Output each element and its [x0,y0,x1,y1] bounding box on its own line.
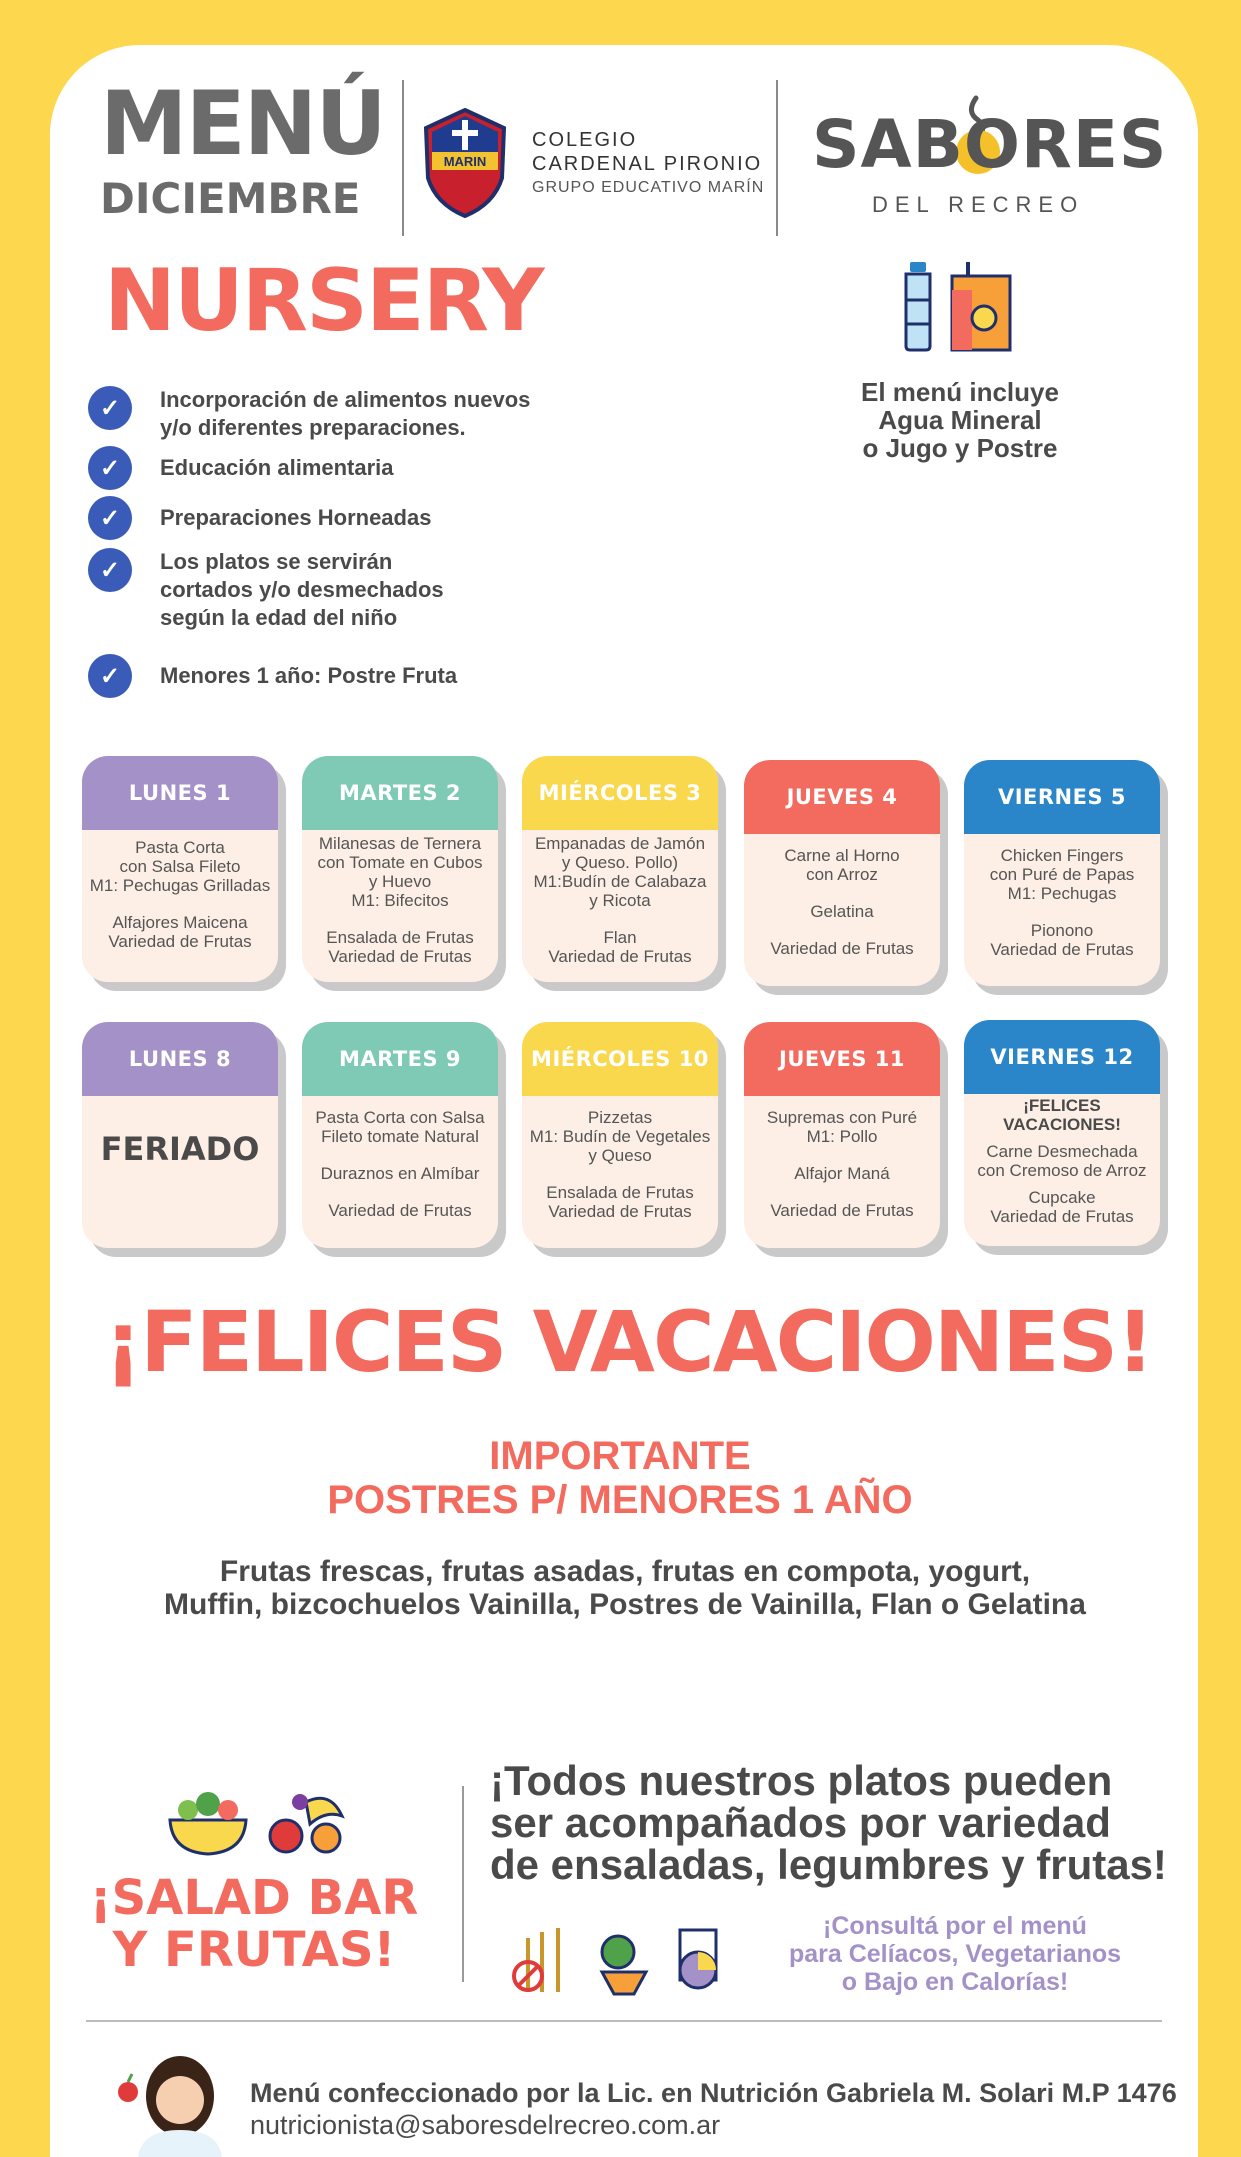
day-dessert: Cupcake Variedad de Frutas [990,1188,1134,1226]
day-label: VIERNES 5 [964,760,1160,834]
credit-text: Menú confeccionado por la Lic. en Nutrición Gabriela M. Solari M.P 1476 [250,2078,1177,2108]
day-main-dish: Supremas con Puré M1: Pollo [766,1108,918,1146]
day-fruit: Variedad de Frutas [770,939,914,958]
day-label: MARTES 9 [302,1022,498,1096]
day-label: VIERNES 12 [964,1020,1160,1094]
day-dessert: Flan Variedad de Frutas [548,928,692,966]
side-dishes-note: ¡Todos nuestros platos pueden ser acompañados por variedad de ensaladas, legumbres y frutas! [490,1757,1167,1888]
day-label: MIÉRCOLES 3 [522,756,718,830]
menu-title: MENÚ [100,72,385,175]
feature-text: Los platos se servirán cortados y/o desmechados según la edad del niño [160,549,444,630]
day-label: JUEVES 11 [744,1022,940,1096]
contact-email[interactable]: nutricionista@saboresdelrecreo.com.ar [250,2110,721,2140]
day-card [964,1020,1160,1246]
diet-icons [506,1922,726,1998]
low-calorie-icon [680,1930,716,1988]
day-card [302,1022,498,1248]
section-divider [462,1786,464,1982]
vacation-banner: ¡FELICES VACACIONES! [104,1293,1153,1391]
day-label: LUNES 8 [82,1022,278,1096]
feature-text: Educación alimentaria [160,455,394,480]
day-label: JUEVES 4 [744,760,940,834]
desserts-list: Frutas frescas, frutas asadas, frutas en compota, yogurt, Muffin, bizcochuelos Vainilla, Postres de Vainilla, Flan o Gelatina [164,1555,1086,1621]
brand-name: SABORES [812,106,1168,183]
gluten-free-icon [514,1928,558,1992]
day-card [522,756,718,982]
feature-text: Menores 1 año: Postre Fruta [160,663,458,688]
day-main-dish: Carne al Horno con Arroz [784,846,900,884]
feature-item [88,548,444,632]
day-dessert: Alfajor Maná [794,1164,890,1183]
school-name [532,128,764,200]
school-badge-text: MARIN [443,154,487,169]
brand-tagline: DEL RECREO [872,192,1085,217]
month-title: DICIEMBRE [100,174,361,223]
feature-item [88,446,394,490]
check-circle-icon: ✓ [88,386,132,430]
feature-text: Incorporación de alimentos nuevos y/o diferentes preparaciones. [160,387,531,440]
feature-item [88,386,530,442]
day-main-dish: Empanadas de Jamón y Queso. Pollo) M1:Budín de Calabaza y Ricota [533,834,707,910]
day-dessert: Alfajores Maicena Variedad de Frutas [108,913,252,951]
day-main-dish: Pasta Corta con Salsa Fileto M1: Pechugas Grilladas [89,838,271,895]
feature-item [88,654,457,698]
menu-includes-note: El menú incluye Agua Mineral o Jugo y Postre [861,377,1059,463]
day-dessert: Gelatina [810,902,874,921]
section-title: NURSERY [104,251,543,351]
day-card [82,1022,278,1248]
vegetarian-icon [602,1936,646,1994]
day-main-dish: Chicken Fingers con Puré de Papas M1: Pechugas [989,846,1135,903]
day-note: ¡FELICES VACACIONES! [1003,1096,1121,1134]
feature-text: Preparaciones Horneadas [160,505,432,530]
check-circle-icon: ✓ [88,548,132,592]
school-line-2: CARDENAL PIRONIO [532,153,763,175]
school-line-3: GRUPO EDUCATIVO MARÍN [532,179,765,196]
salad-fruits-icon [166,1780,356,1860]
header-divider-2 [776,80,778,236]
school-crest-icon [424,108,506,218]
water-juice-icon [900,260,1020,352]
day-dessert: Ensalada de Frutas Variedad de Frutas [326,928,474,966]
day-main-dish: Milanesas de Ternera con Tomate en Cubos y Huevo M1: Bifecitos [317,834,483,910]
day-dessert: Pionono Variedad de Frutas [990,921,1134,959]
day-label: MIÉRCOLES 10 [522,1022,718,1096]
day-label: LUNES 1 [82,756,278,830]
day-main-dish: Pizzetas M1: Budín de Vegetales y Queso [529,1108,711,1165]
day-dessert: Ensalada de Frutas Variedad de Frutas [546,1183,694,1221]
nutritionist-avatar-icon [108,2050,226,2157]
day-card [302,756,498,982]
day-card [82,756,278,982]
special-diets-note: ¡Consultá por el menú para Celíacos, Vegetarianos o Bajo en Calorías! [788,1912,1122,1996]
day-main-dish: Carne Desmechada con Cremoso de Arroz [977,1142,1147,1180]
day-card [964,760,1160,986]
day-fruit: Variedad de Frutas [328,1201,472,1220]
day-card [744,1022,940,1248]
check-circle-icon: ✓ [88,496,132,540]
day-main-dish: Pasta Corta con Salsa Fileto tomate Natural [315,1108,485,1146]
day-card [522,1022,718,1248]
day-label: MARTES 2 [302,756,498,830]
important-heading: IMPORTANTE POSTRES P/ MENORES 1 AÑO [327,1434,913,1522]
day-dessert: Duraznos en Almíbar [320,1164,480,1183]
footer-divider [86,2020,1162,2022]
holiday-label: FERIADO [100,1130,260,1168]
check-circle-icon: ✓ [88,654,132,698]
header-divider [402,80,404,236]
feature-item [88,496,431,540]
day-fruit: Variedad de Frutas [770,1201,914,1220]
school-line-1: COLEGIO [532,129,638,151]
check-circle-icon: ✓ [88,446,132,490]
day-card [744,760,940,986]
salad-bar-title: ¡SALAD BAR Y FRUTAS! [89,1870,419,1978]
